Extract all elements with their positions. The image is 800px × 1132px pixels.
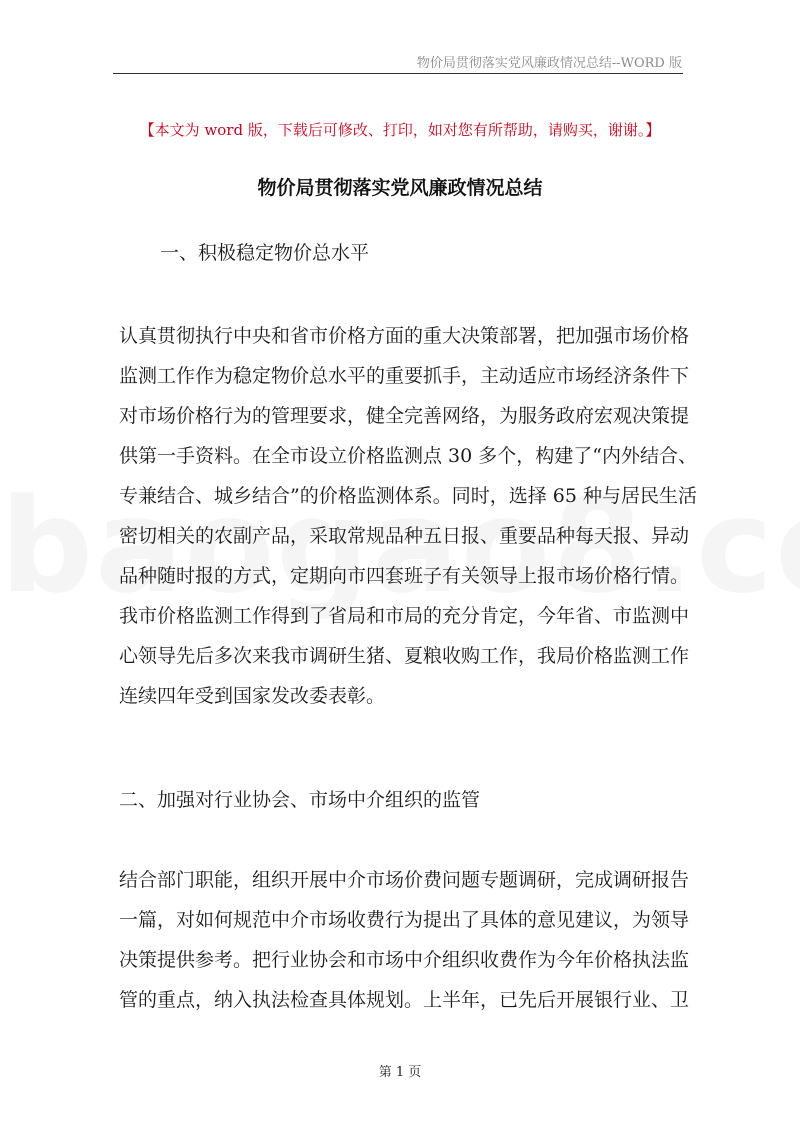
text-line: 对市场价格行为的管理要求，健全完善网络，为服务政府宏观决策提 xyxy=(119,405,690,427)
text-line: 管的重点，纳入执法检查具体规划。上半年，已先后开展银行业、卫 xyxy=(119,989,690,1011)
text-line: 结合部门职能，组织开展中介市场价费问题专题调研，完成调研报告 xyxy=(119,869,690,891)
text-line: 监测工作作为稳定物价总水平的重要抓手，主动适应市场经济条件下 xyxy=(119,365,690,387)
document-title: 物价局贯彻落实党风廉政情况总结 xyxy=(257,177,543,199)
text-line: 密切相关的农副产品，采取常规品种五日报、重要品种每天报、异动 xyxy=(119,525,690,547)
text-line: 决策提供参考。把行业协会和市场中介组织收费作为今年价格执法监 xyxy=(119,949,690,971)
section-2-paragraph xyxy=(119,860,690,1020)
header-divider xyxy=(113,73,683,74)
section-1-paragraph xyxy=(119,316,697,716)
text-line: 供第一手资料。在全市设立价格监测点 30 多个，构建了“内外结合、 xyxy=(119,445,697,467)
text-line: 专兼结合、城乡结合”的价格监测体系。同时，选择 65 种与居民生活 xyxy=(119,485,697,507)
text-line: 心领导先后多次来我市调研生猪、夏粮收购工作，我局价格监测工作 xyxy=(119,645,690,667)
download-notice: 【本文为 word 版，下载后可修改、打印，如对您有所帮助，请购买，谢谢。】 xyxy=(139,121,661,139)
text-line: 一篇，对如何规范中介市场收费行为提出了具体的意见建议，为领导 xyxy=(119,909,690,931)
text-line: 认真贯彻执行中央和省市价格方面的重大决策部署，把加强市场价格 xyxy=(119,325,690,347)
section-heading: 一、积极稳定物价总水平 xyxy=(160,242,370,264)
text-line: 连续四年受到国家发改委表彰。 xyxy=(119,685,386,707)
section-heading: 二、加强对行业协会、市场中介组织的监管 xyxy=(119,789,481,811)
text-line: 我市价格监测工作得到了省局和市局的充分肯定，今年省、市监测中 xyxy=(119,605,690,627)
page-number: 第 1 页 xyxy=(378,1065,422,1080)
running-header: 物价局贯彻落实党风廉政情况总结--WORD 版 xyxy=(416,56,682,71)
text-line: 品种随时报的方式，定期向市四套班子有关领导上报市场价格行情。 xyxy=(119,565,690,587)
